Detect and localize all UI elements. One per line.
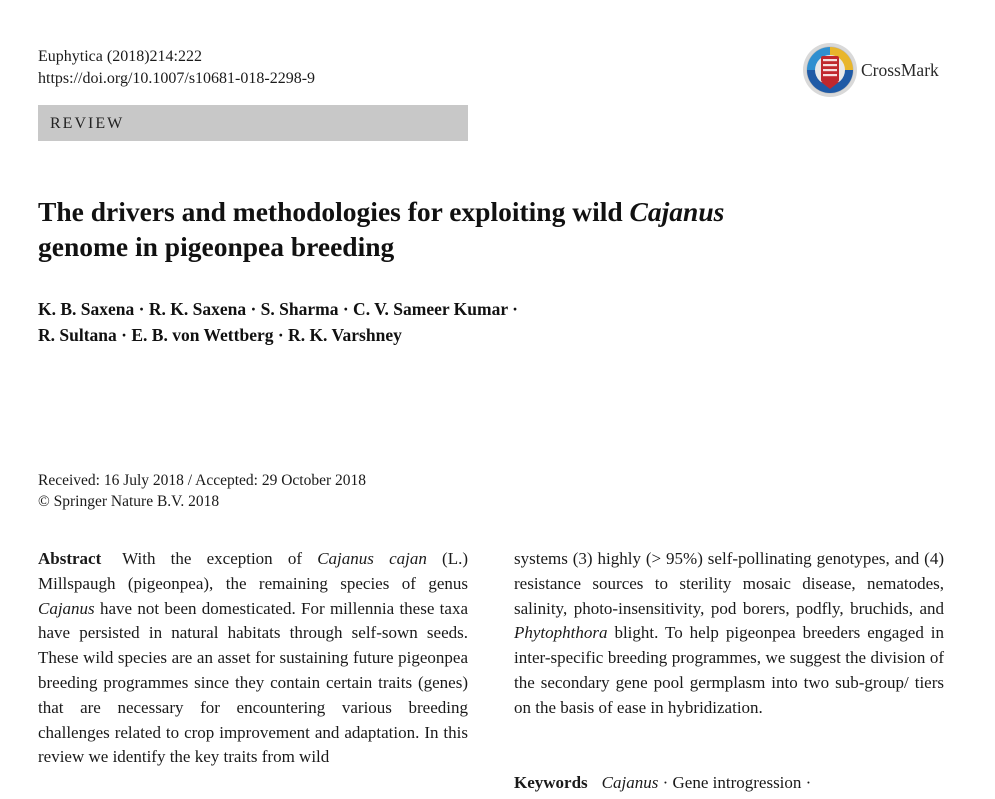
title-part1: The drivers and methodologies for exploiting wild (38, 196, 630, 227)
abstract-right-text-1: systems (3) highly (> 95%) self-pollinating genotypes, and (4) resistance sources to sterility mosaic disease, nematodes, salinity, photo-insensitivity, pod borers, podfly, bruchids, and (514, 549, 944, 618)
crossmark-badge[interactable] (802, 42, 939, 98)
keywords (514, 771, 811, 795)
abstract-text-3: have not been domesticated. For millennia these taxa have persisted in natural habitats through self-sown seeds. These wild species are an asset for sustaining future pigeonpea breeding programmes since they contain certain traits (genes) that are necessary for encountering various breeding challenges related to crop improvement and adaptation. In this review we identify the key traits from wild (38, 598, 468, 767)
paper-title (38, 194, 938, 264)
crossmark-label: CrossMark (861, 59, 939, 80)
abstract-italic-2: Cajanus (38, 598, 95, 618)
abstract-right-italic: Phytophthora (514, 623, 608, 643)
authors-line-2[interactable]: R. Sultana · E. B. von Wettberg · R. K. Varshney (38, 325, 402, 345)
section-label: REVIEW (38, 105, 468, 141)
abstract-left-column (38, 547, 468, 770)
abstract-text-2: (L.) Millspaugh (pigeonpea), the remaining species of genus (38, 549, 468, 593)
abstract-text-1: With the exception of (122, 549, 318, 568)
title-italic: Cajanus (629, 196, 725, 227)
keywords-rest: · Gene introgression · (658, 773, 812, 792)
abstract-right-column (514, 547, 944, 721)
crossmark-icon (802, 42, 858, 98)
abstract-right-text-2: blight. To help pigeonpea breeders engaged in inter-specific breeding programmes, we suggest the division of the secondary gene pool germplasm into two sub-group/ tiers on the basis of ease in hybridization. (514, 623, 944, 717)
keywords-heading: Keywords (514, 773, 588, 792)
received-accepted-dates: Received: 16 July 2018 / Accepted: 29 October 2018 (38, 472, 367, 489)
author-list (38, 296, 938, 348)
keyword-1: Cajanus (601, 773, 659, 792)
copyright-notice: © Springer Nature B.V. 2018 (38, 493, 220, 510)
title-part2: genome in pigeonpea breeding (38, 231, 395, 262)
journal-info (38, 46, 315, 90)
doi-link[interactable]: https://doi.org/10.1007/s10681-018-2298-9 (38, 70, 316, 87)
article-history (38, 470, 366, 512)
journal-citation: Euphytica (2018)214:222 (38, 48, 202, 65)
authors-line-1[interactable]: K. B. Saxena · R. K. Saxena · S. Sharma · C. V. Sameer Kumar · (38, 299, 519, 319)
abstract-heading: Abstract (38, 549, 102, 568)
abstract-italic-1: Cajanus cajan (317, 549, 427, 568)
